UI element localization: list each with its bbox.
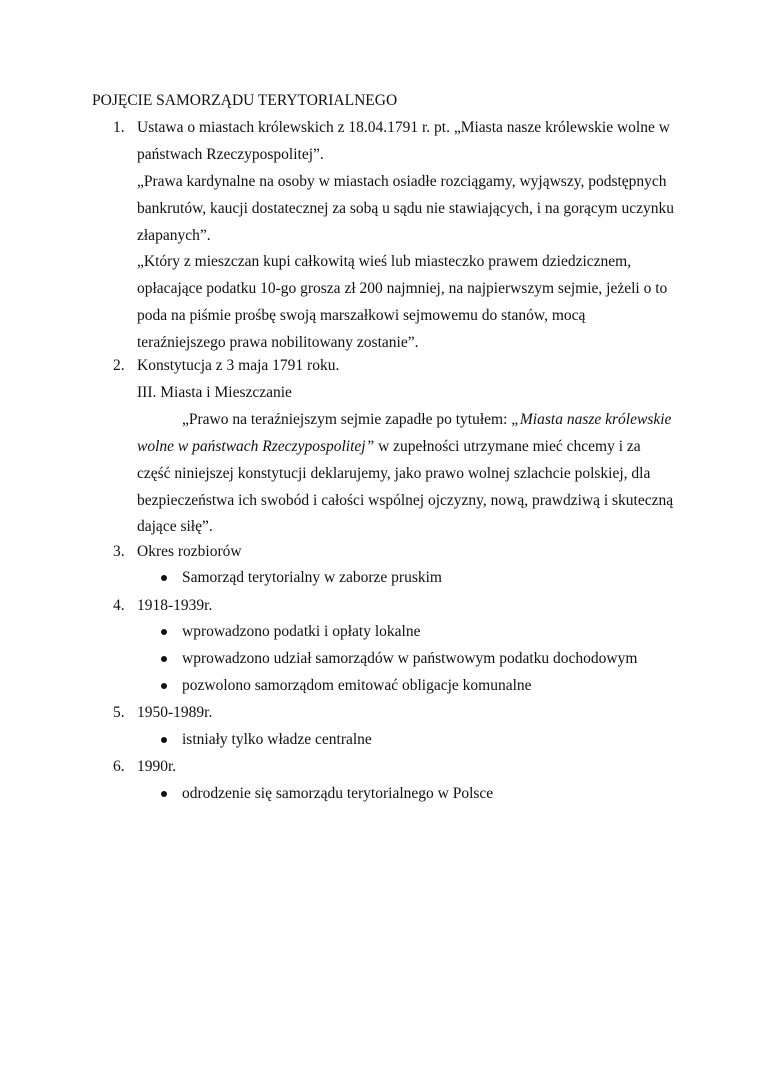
quote-italic-text: wolne w państwach Rzeczypospolitej” (137, 438, 375, 455)
item-3-heading: Okres rozbiorów (137, 543, 242, 560)
item-4-heading: 1918-1939r. (137, 597, 213, 614)
list-number: 4. (113, 597, 125, 614)
bullet-icon (161, 737, 167, 743)
item-1-line: „Który z mieszczan kupi całkowitą wieś lub miasteczko prawem dziedzicznem, (137, 253, 632, 270)
bullet-icon (161, 656, 167, 662)
item-1-line: bankrutów, kaucji dostatecznej za sobą u sądu nie stawiających, i na gorącym uczynku (137, 200, 674, 217)
list-number: 2. (113, 357, 125, 374)
quote-line: dające siłę”. (137, 518, 213, 535)
bullet-icon (161, 575, 167, 581)
quote-line (137, 436, 641, 458)
bullet-item: istniały tylko władze centralne (182, 731, 372, 748)
list-number: 1. (113, 119, 125, 136)
document-title: POJĘCIE SAMORZĄDU TERYTORIALNEGO (92, 92, 398, 109)
bullet-icon (161, 791, 167, 797)
bullet-item: wprowadzono podatki i opłaty lokalne (182, 623, 421, 640)
bullet-item: pozwolono samorządom emitować obligacje komunalne (182, 677, 532, 694)
item-1-line: opłacające podatku 10-go grosza zł 200 najmniej, na najpierwszym sejmie, jeżeli o to (137, 280, 668, 297)
bullet-item: Samorząd terytorialny w zaborze pruskim (182, 569, 442, 586)
bullet-icon (161, 629, 167, 635)
quote-text: „Prawo na teraźniejszym sejmie zapadłe po tytułem: (182, 411, 512, 428)
item-2-subheading: III. Miasta i Mieszczanie (137, 384, 292, 401)
item-1-line: poda na piśmie prośbę swoją marszałkowi sejmowemu do stanów, mocą (137, 307, 586, 324)
item-1-line: „Prawa kardynalne na osoby w miastach osiadłe rozciągamy, wyjąwszy, podstępnych (137, 173, 667, 190)
quote-line: część niniejszej konstytucji deklarujemy, jako prawo wolnej szlachcie polskiej, dla (137, 465, 651, 482)
item-2-heading: Konstytucja z 3 maja 1791 roku. (137, 357, 340, 374)
list-number: 6. (113, 758, 125, 775)
item-1-line: teraźniejszego prawa nobilitowany zostanie”. (137, 334, 419, 351)
item-1-line: państwach Rzeczypospolitej”. (137, 146, 324, 163)
item-1-line: Ustawa o miastach królewskich z 18.04.1791 r. pt. „Miasta nasze królewskie wolne w (137, 119, 670, 136)
item-6-heading: 1990r. (137, 758, 177, 775)
quote-line: bezpieczeństwa ich swobód i całości wspólnej ojczyzny, nową, prawdziwą i skuteczną (137, 492, 674, 509)
bullet-item: odrodzenie się samorządu terytorialnego w Polsce (182, 785, 494, 802)
list-number: 3. (113, 543, 125, 560)
bullet-item: wprowadzono udział samorządów w państwowym podatku dochodowym (182, 650, 638, 667)
quote-line (182, 409, 671, 431)
list-number: 5. (113, 704, 125, 721)
bullet-icon (161, 683, 167, 689)
quote-text: w zupełności utrzymane mieć chcemy i za (374, 438, 641, 455)
item-1-line: złapanych”. (137, 227, 211, 244)
item-5-heading: 1950-1989r. (137, 704, 213, 721)
quote-italic-text: „Miasta nasze królewskie (511, 411, 672, 428)
